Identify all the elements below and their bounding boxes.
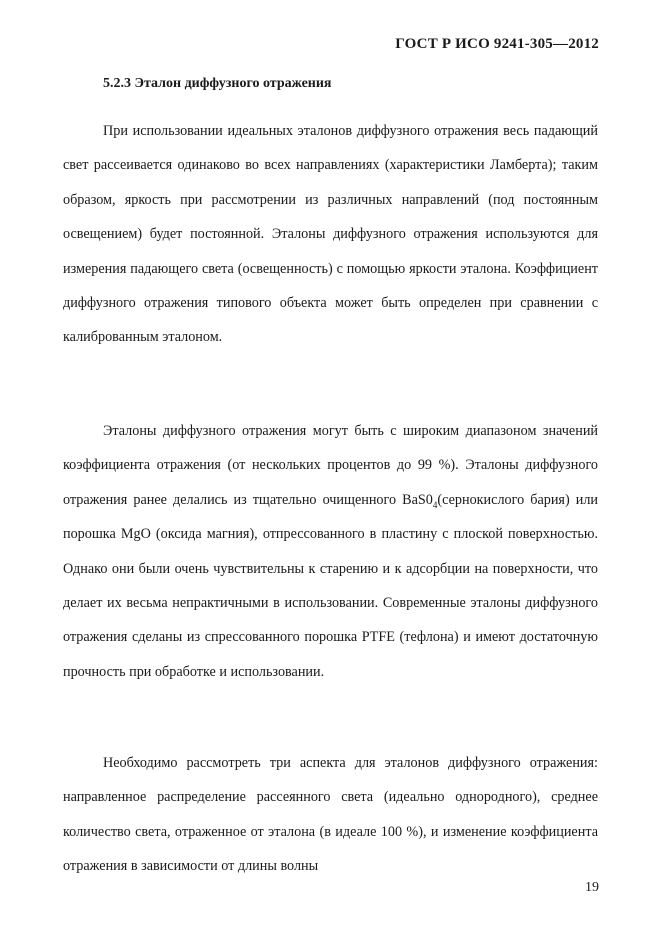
paragraph-text: Эталоны диффузного отражения могут быть с широким диапазоном значений коэффициента отражения (от нескольких процентов до 99 %). Эталоны диффузного отражения ранее делались из тщательно очищенного BaS0: [63, 423, 598, 508]
page-number: 19: [585, 880, 599, 895]
paragraph-ideal-standards: При использовании идеальных эталонов диффузного отражения весь падающий свет рассеивается одинаково во всех направлениях (характеристики Ламберта); таким образом, яркость при рассмотрении из различных направлений (под постоянным освещением) будет постоянной. Эталоны диффузного отражения используются для измерения падающего света (освещенность) с помощью яркости эталона. Коэффициент диффузного отражения типового объекта может быть определен при сравнении с калиброванным эталоном.: [63, 123, 598, 346]
subscript: 4: [432, 499, 438, 510]
paragraph-text: (сернокислого бария) или порошка MgO (оксида магния), отпрессованного в пластину с плоской поверхностью. Однако они были очень чувствительны к старению и к адсорбции на поверхности, что делает их весьма непрактичными в использовании. Современные эталоны диффузного отражения сделаны из спрессованного порошка PTFE (тефлона) и имеют достаточную прочность при обработке и использовании.: [63, 491, 598, 680]
section-heading: 5.2.3 Эталон диффузного отражения: [103, 76, 332, 91]
document-header: ГОСТ Р ИСО 9241-305—2012: [395, 36, 599, 52]
paragraph-reflectance-range: [63, 414, 598, 689]
paragraph-three-aspects: Необходимо рассмотреть три аспекта для эталонов диффузного отражения: направленное распределение рассеянного света (идеально однородного), среднее количество света, отраженное от эталона (в идеале 100 %), и изменение коэффициента отражения в зависимости от длины волны: [63, 755, 598, 875]
